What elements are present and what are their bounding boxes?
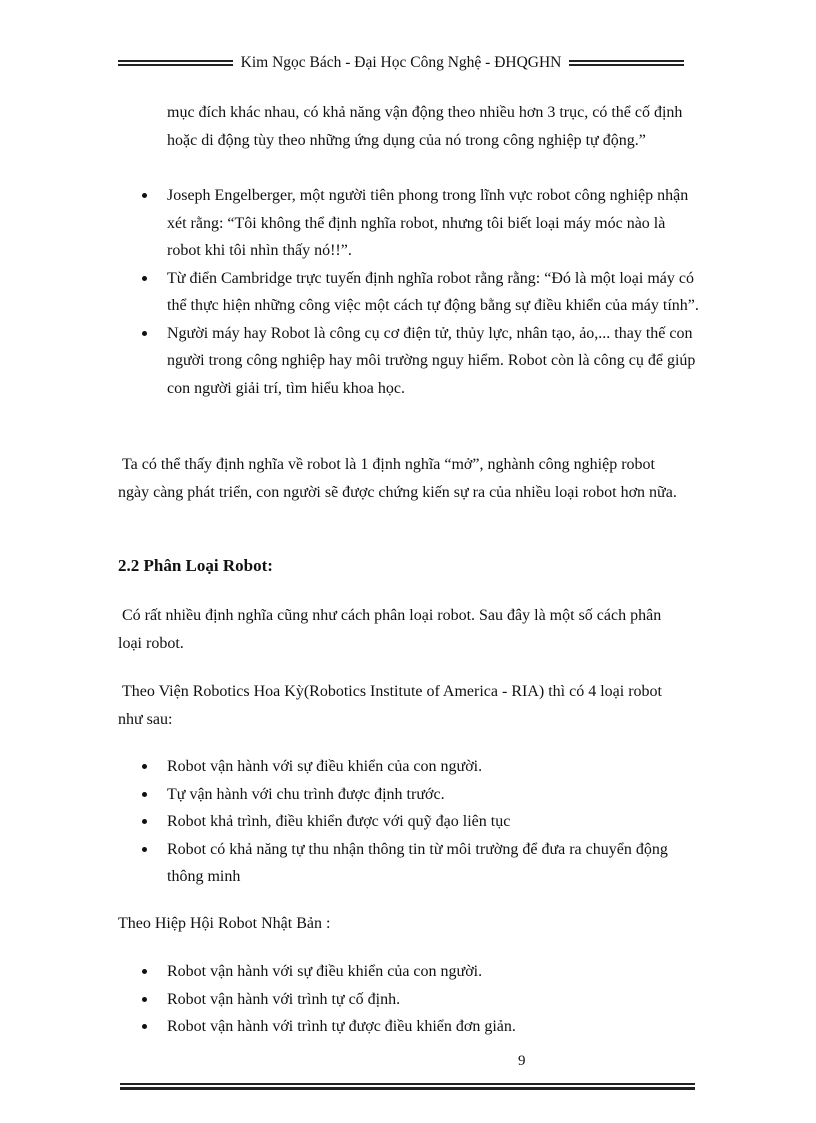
list-item-text: Robot vận hành với trình tự cố định. xyxy=(167,990,401,1008)
list-item xyxy=(140,320,700,403)
ria-classification-list xyxy=(140,753,700,891)
bullet-icon xyxy=(142,276,147,281)
japan-classification-list xyxy=(140,958,700,1041)
footer-rule xyxy=(120,1083,695,1090)
list-item-text: Joseph Engelberger, một người tiên phong trong lĩnh vực robot công nghiệp nhận xét rằng: “Tôi không thể định nghĩa robot, nhưng tôi biết loại máy móc nào là robot khi tôi nhìn thấy nó!!”. xyxy=(167,187,689,259)
list-item xyxy=(140,986,700,1014)
bullet-icon xyxy=(142,1024,147,1029)
bullet-icon xyxy=(142,997,147,1002)
summary-paragraph: Ta có thể thấy định nghĩa về robot là 1 định nghĩa “mở”, nghành công nghiệp robot ngày càng phát triển, con người sẽ được chứng kiến sự ra của nhiều loại robot hơn nữa. xyxy=(118,456,677,501)
intro-paragraph: Có rất nhiều định nghĩa cũng như cách phân loại robot. Sau đây là một số cách phân loại robot. xyxy=(118,607,662,652)
list-item-text: Từ điển Cambridge trực tuyến định nghĩa robot rằng rằng: “Đó là một loại máy có thể thực hiện những công việc một cách tự động bằng sự điều khiển của máy tính”. xyxy=(167,269,699,314)
list-item xyxy=(140,1013,700,1041)
list-item xyxy=(140,808,700,836)
list-item-text: Robot vận hành với trình tự được điều khiển đơn giản. xyxy=(167,1018,516,1035)
page-header xyxy=(118,52,684,74)
bullet-icon xyxy=(142,969,147,974)
bullet-icon xyxy=(142,792,147,797)
list-item xyxy=(140,182,700,265)
list-item xyxy=(140,836,700,891)
ria-paragraph: Theo Viện Robotics Hoa Kỳ(Robotics Institute of America - RIA) thì có 4 loại robot như sau: xyxy=(118,683,662,728)
list-item-text: Robot vận hành với sự điều khiển của con người. xyxy=(167,963,483,980)
list-item xyxy=(140,958,700,986)
bullet-icon xyxy=(142,193,147,198)
page-number: 9 xyxy=(518,1053,526,1069)
definitions-list xyxy=(140,182,700,402)
bullet-icon xyxy=(142,847,147,852)
list-item xyxy=(140,753,700,781)
bullet-icon xyxy=(142,331,147,336)
section-heading: 2.2 Phân Loại Robot: xyxy=(118,556,273,575)
list-item-text: Robot vận hành với sự điều khiển của con người. xyxy=(167,758,483,775)
list-item-text: Robot có khả năng tự thu nhận thông tin từ môi trường để đưa ra chuyển động thông minh xyxy=(167,840,668,885)
list-item-text: Người máy hay Robot là công cụ cơ điện tử, thủy lực, nhân tạo, ảo,... thay thế con người trong công nghiệp hay môi trường nguy hiểm. Robot còn là công cụ để giúp con người giải trí, tìm hiểu khoa học. xyxy=(167,324,696,397)
header-title: Kim Ngọc Bách - Đại Học Công Nghệ - ĐHQGHN xyxy=(240,54,562,71)
list-item xyxy=(140,781,700,809)
list-item-text: Robot khả trình, điều khiển được với quỹ đạo liên tục xyxy=(167,813,511,830)
header-rule-right xyxy=(569,60,684,66)
header-rule-left xyxy=(118,60,233,66)
continued-paragraph: mục đích khác nhau, có khả năng vận động theo nhiều hơn 3 trục, có thể cố định hoặc di động tùy theo những ứng dụng của nó trong công nghiệp tự động.” xyxy=(167,104,683,149)
list-item xyxy=(140,265,700,320)
bullet-icon xyxy=(142,819,147,824)
bullet-icon xyxy=(142,764,147,769)
japan-paragraph: Theo Hiệp Hội Robot Nhật Bản : xyxy=(118,915,331,932)
list-item-text: Tự vận hành với chu trình được định trước. xyxy=(167,785,445,803)
